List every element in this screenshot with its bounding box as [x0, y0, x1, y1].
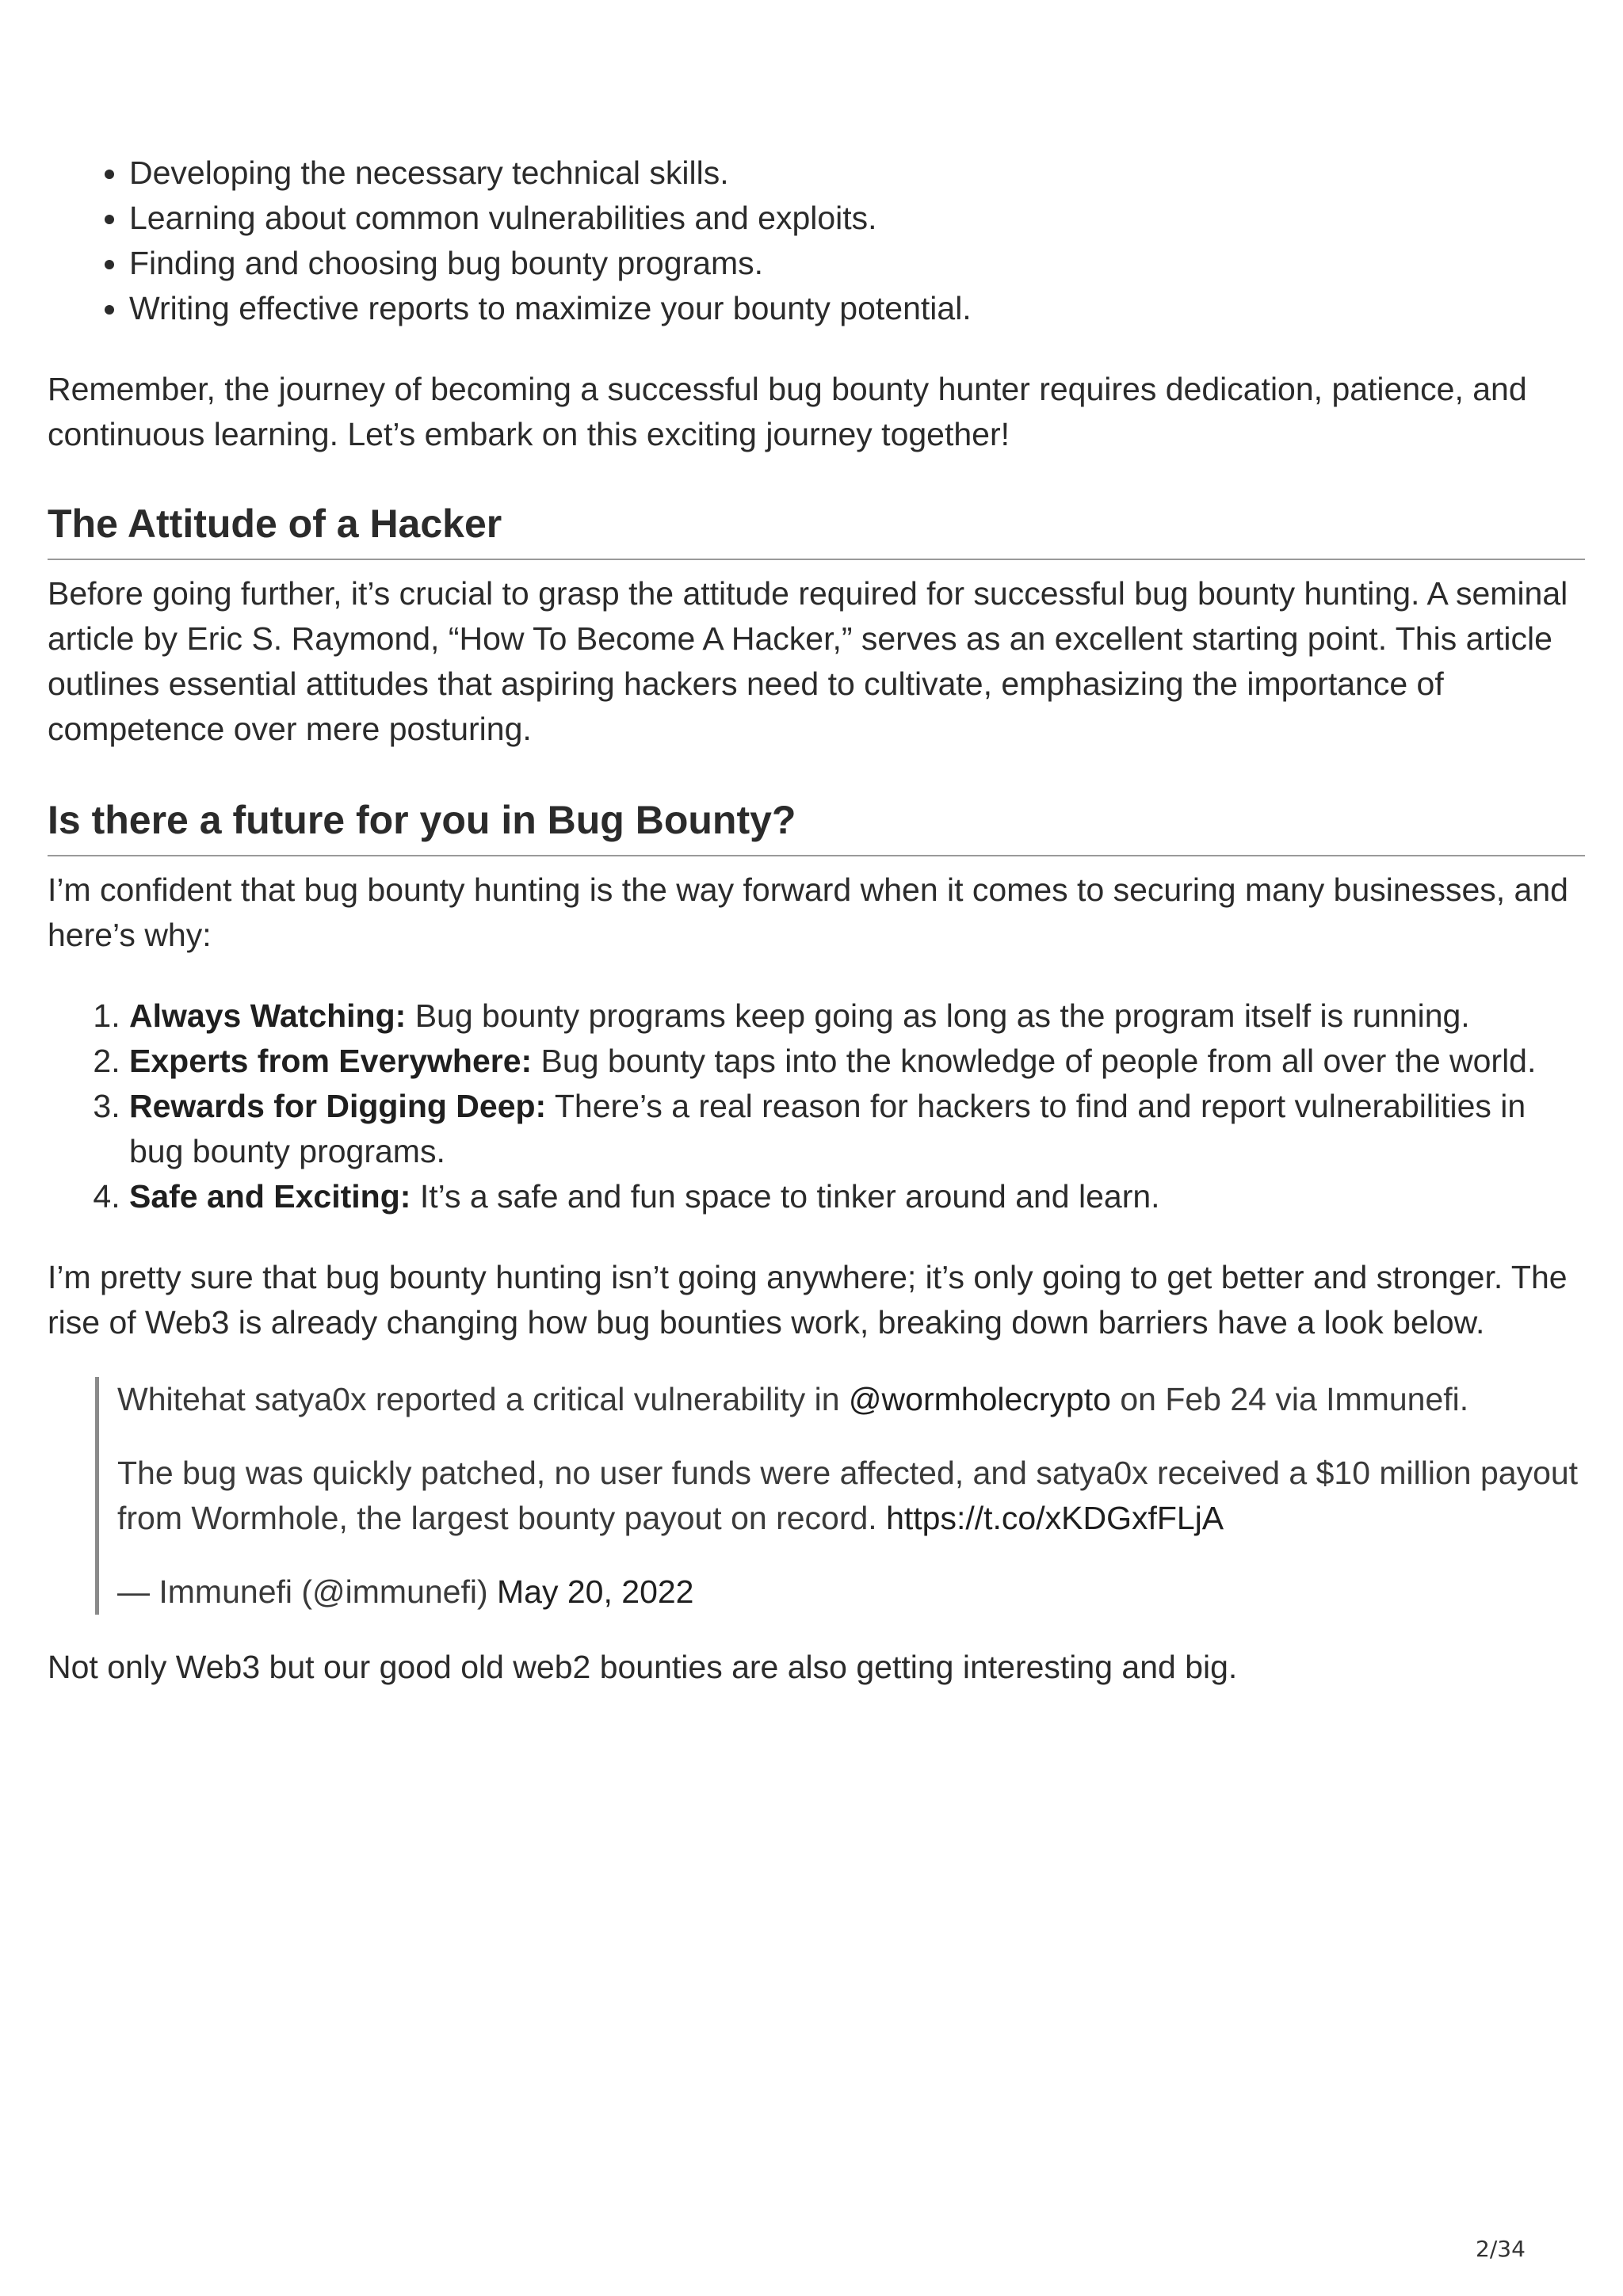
- reason-text: It’s a safe and fun space to tinker around and learn.: [411, 1178, 1160, 1215]
- reason-text: Bug bounty programs keep going as long as the program itself is running.: [406, 997, 1470, 1034]
- list-item: [129, 994, 1585, 1039]
- list-item: [129, 1084, 1585, 1174]
- closing-paragraph: Not only Web3 but our good old web2 bounties are also getting interesting and big.: [48, 1649, 1238, 1685]
- reason-text: There’s a real reason for hackers to find and report vulnerabilities in bug bounty programs.: [129, 1088, 1526, 1169]
- list-item: • Writing effective reports to maximize your bounty potential.: [129, 286, 1585, 331]
- document-page: [48, 151, 1585, 1690]
- section-heading-future: Is there a future for you in Bug Bounty?: [48, 795, 1585, 856]
- tweet-text: The bug was quickly patched, no user funds were affected, and satya0x received a $10 million payout from Wormhole, the largest bounty payout on record.: [117, 1455, 1579, 1536]
- tweet-author: — Immunefi (@immunefi): [117, 1573, 498, 1610]
- list-item: • Learning about common vulnerabilities and exploits.: [129, 196, 1585, 241]
- embedded-tweet-quote: [95, 1377, 1585, 1615]
- tweet-url-link[interactable]: https://t.co/xKDGxfFLjA: [886, 1500, 1224, 1536]
- future-paragraph: I’m confident that bug bounty hunting is the way forward when it comes to securing many businesses, and here’s why:: [48, 871, 1568, 953]
- list-item: • Finding and choosing bug bounty programs.: [129, 241, 1585, 286]
- tweet-attribution: [117, 1569, 1585, 1615]
- tweet-text: on Feb 24 via Immunefi.: [1110, 1381, 1469, 1417]
- reason-text: Bug bounty taps into the knowledge of people from all over the world.: [532, 1043, 1537, 1079]
- tweet-text: Whitehat satya0x reported a critical vulnerability in: [117, 1381, 849, 1417]
- web3-paragraph: I’m pretty sure that bug bounty hunting isn’t going anywhere; it’s only going to get better and stronger. The rise of Web3 is already changing how bug bounties work, breaking down barriers have a look below.: [48, 1259, 1568, 1341]
- attitude-paragraph: Before going further, it’s crucial to grasp the attitude required for successful bug bounty hunting. A seminal article by Eric S. Raymond, “How To Become A Hacker,” serves as an excellent starting point. This article outlines essential attitudes that aspiring hackers need to cultivate, emphasizing the importance of competence over mere posturing.: [48, 575, 1568, 747]
- section-heading-attitude: The Attitude of a Hacker: [48, 498, 1585, 560]
- intro-bullet-list: [48, 151, 1585, 331]
- reason-title: Safe and Exciting:: [129, 1178, 411, 1215]
- reasons-list: [48, 994, 1585, 1219]
- reason-title: Always Watching:: [129, 997, 407, 1034]
- reason-title: Experts from Everywhere:: [129, 1043, 533, 1079]
- tweet-mention-link[interactable]: @wormholecrypto: [848, 1381, 1111, 1417]
- page-number: 2/34: [1476, 2236, 1526, 2262]
- tweet-line-1: [117, 1377, 1585, 1422]
- tweet-line-2: [117, 1451, 1585, 1541]
- tweet-date-link[interactable]: May 20, 2022: [497, 1573, 694, 1610]
- reason-title: Rewards for Digging Deep:: [129, 1088, 547, 1124]
- list-item: [129, 1174, 1585, 1219]
- list-item: [129, 1039, 1585, 1084]
- intro-paragraph: Remember, the journey of becoming a successful bug bounty hunter requires dedication, patience, and continuous learning. Let’s embark on this exciting journey together!: [48, 371, 1527, 452]
- list-item: • Developing the necessary technical skills.: [129, 151, 1585, 196]
